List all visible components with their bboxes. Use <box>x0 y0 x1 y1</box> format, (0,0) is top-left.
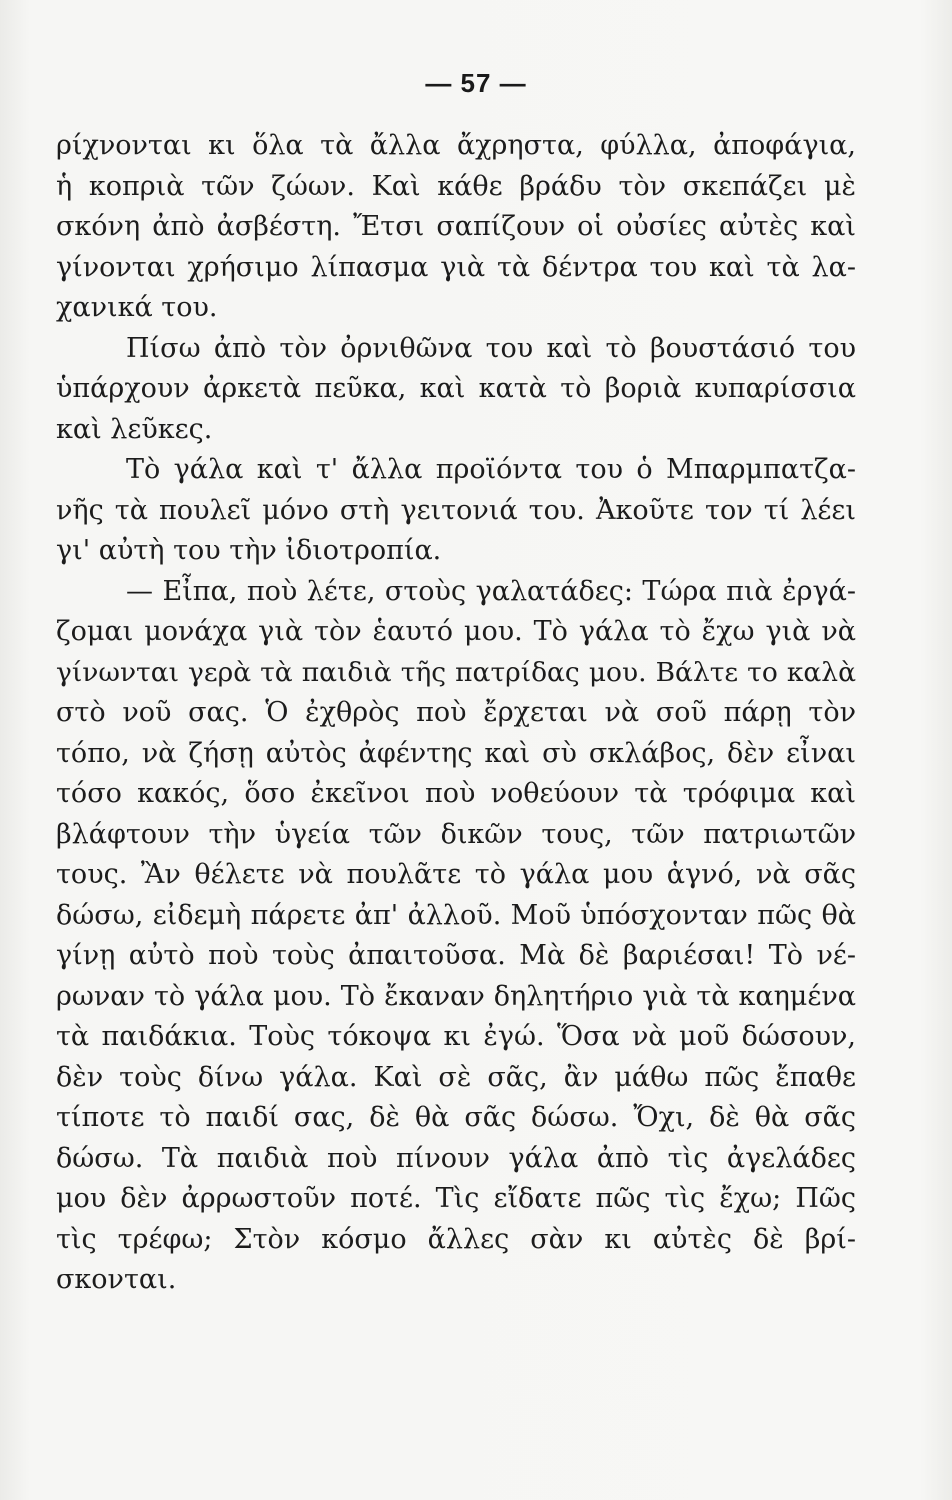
text-line: μου δὲν ἀρρωστοῦν ποτέ. Τὶς εἴδατε πῶς τὶς ἔχω; Πῶς <box>56 1183 856 1214</box>
page-number: — 57 — <box>425 68 527 98</box>
text-line: ζομαι μονάχα γιὰ τὸν ἑαυτό μου. Τὸ γάλα τὸ ἔχω γιὰ νὰ <box>56 616 856 647</box>
text-line: ἡ κοπριὰ τῶν ζώων. Καὶ κάθε βράδυ τὸν σκεπάζει μὲ <box>56 170 856 202</box>
text-line: νῆς τὰ πουλεῖ μόνο στὴ γειτονιά του. Ἀκοῦτε τον τί λέει <box>56 494 856 526</box>
text-line: γι' αὐτὴ του τὴν ἰδιοτροπία. <box>56 535 442 566</box>
text-line: καὶ λεῦκες. <box>56 413 213 445</box>
text-line: ρωναν τὸ γάλα μου. Τὸ ἔκαναν δηλητήριο γιὰ τὰ καημένα <box>56 980 856 1012</box>
text-line: τους. Ἂν θέλετε νὰ πουλᾶτε τὸ γάλα μου ἁγνό, νὰ σᾶς <box>56 859 856 890</box>
text-line: ὑπάρχουν ἀρκετὰ πεῦκα, καὶ κατὰ τὸ βοριὰ κυπαρίσσια <box>56 373 856 404</box>
text-line: τόπο, νὰ ζήσῃ αὐτὸς ἀφέντης καὶ σὺ σκλάβος, δὲν εἶναι <box>56 737 856 769</box>
text-line: τὶς τρέφω; Στὸν κόσμο ἄλλες σὰν κι αὐτὲς δὲ βρί- <box>56 1223 856 1255</box>
text-line: σκονται. <box>56 1264 177 1295</box>
text-line: βλάφτουν τὴν ὑγεία τῶν δικῶν τους, τῶν πατριωτῶν <box>56 818 856 850</box>
text-line: δώσω. Τὰ παιδιὰ ποὺ πίνουν γάλα ἀπὸ τὶς ἀγελάδες <box>56 1142 856 1174</box>
body-text <box>56 126 856 1301</box>
dialogue-first-line: — Εἶπα, ποὺ λέτε, στοὺς γαλατάδες: Τώρα πιὰ ἐργά- <box>126 575 856 607</box>
text-line: τίποτε τὸ παιδί σας, δὲ θὰ σᾶς δώσω. Ὄχι, δὲ θὰ σᾶς <box>56 1102 856 1133</box>
text-line: τὰ παιδάκια. Τοὺς τόκοψα κι ἐγώ. Ὅσα νὰ μοῦ δώσουν, <box>56 1021 856 1052</box>
paragraph-first-line: Πίσω ἀπὸ τὸν ὀρνιθῶνα του καὶ τὸ βουστάσιό του <box>126 332 856 364</box>
text-line: γίνωνται γερὰ τὰ παιδιὰ τῆς πατρίδας μου. Βάλτε το καλὰ <box>56 656 856 688</box>
text-line: χανικά του. <box>56 292 218 323</box>
text-line: δώσω, εἰδεμὴ πάρετε ἀπ' ἀλλοῦ. Μοῦ ὑπόσχονταν πῶς θὰ <box>56 899 856 931</box>
text-line: δὲν τοὺς δίνω γάλα. Καὶ σὲ σᾶς, ἂν μάθω πῶς ἔπαθε <box>56 1061 856 1093</box>
text-line: τόσο κακός, ὅσο ἐκεῖνοι ποὺ νοθεύουν τὰ τρόφιμα καὶ <box>56 778 856 809</box>
text-line: γίνονται χρήσιμο λίπασμα γιὰ τὰ δέντρα του καὶ τὰ λα- <box>56 251 856 283</box>
text-line: ρίχνονται κι ὅλα τὰ ἄλλα ἄχρηστα, φύλλα, ἀποφάγια, <box>56 130 856 161</box>
paragraph-first-line: Τὸ γάλα καὶ τ' ἄλλα προϊόντα του ὁ Μπαρμπατζα- <box>126 454 856 485</box>
text-line: γίνῃ αὐτὸ ποὺ τοὺς ἀπαιτοῦσα. Μὰ δὲ βαριέσαι! Τὸ νέ- <box>56 940 856 971</box>
text-line: στὸ νοῦ σας. Ὁ ἐχθρὸς ποὺ ἔρχεται νὰ σοῦ πάρῃ τὸν <box>56 697 856 728</box>
text-line: σκόνη ἀπὸ ἀσβέστη. Ἔτσι σαπίζουν οἱ οὐσίες αὐτὲς καὶ <box>56 211 856 242</box>
